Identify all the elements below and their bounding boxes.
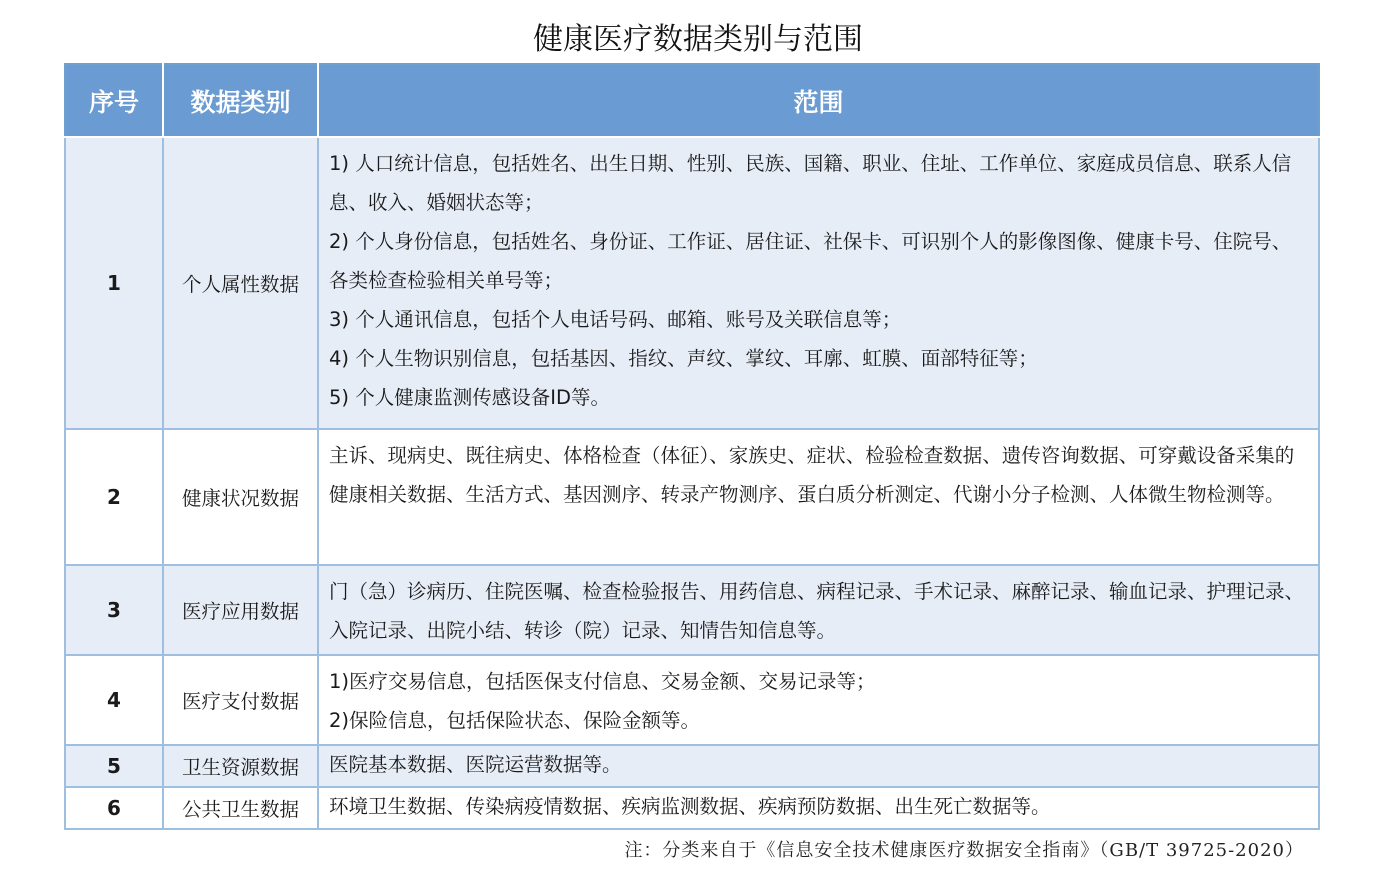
scope-line: 环境卫生数据、传染病疫情数据、疾病监测数据、疾病预防数据、出生死亡数据等。 <box>329 795 1051 818</box>
row-scope <box>318 745 1319 787</box>
scope-line: 1) 人口统计信息，包括姓名、出生日期、性别、民族、国籍、职业、住址、工作单位、家庭成员信息、联系人信息、收入、婚姻状态等； <box>329 152 1292 214</box>
row-scope <box>318 655 1319 745</box>
row-scope <box>318 429 1319 565</box>
row-number: 3 <box>65 565 163 655</box>
scope-line: 1)医疗交易信息，包括医保支付信息、交易金额、交易记录等； <box>329 670 876 693</box>
table-row <box>65 745 1319 787</box>
row-category: 医疗应用数据 <box>163 565 318 655</box>
row-number: 6 <box>65 787 163 829</box>
table-row <box>65 137 1319 429</box>
scope-line: 门（急）诊病历、住院医嘱、检查检验报告、用药信息、病程记录、手术记录、麻醉记录、输血记录、护理记录、入院记录、出院小结、转诊（院）记录、知情告知信息等。 <box>329 580 1305 642</box>
header-category: 数据类别 <box>163 64 318 137</box>
table-row <box>65 655 1319 745</box>
scope-line: 3) 个人通讯信息，包括个人电话号码、邮箱、账号及关联信息等； <box>329 308 902 331</box>
data-category-table <box>64 63 1320 830</box>
row-scope <box>318 565 1319 655</box>
row-category: 公共卫生数据 <box>163 787 318 829</box>
header-no: 序号 <box>65 64 163 137</box>
table-row <box>65 787 1319 829</box>
table-header-row <box>65 64 1319 137</box>
scope-line: 医院基本数据、医院运营数据等。 <box>329 753 622 776</box>
scope-line: 2) 个人身份信息，包括姓名、身份证、工作证、居住证、社保卡、可识别个人的影像图像、健康卡号、住院号、各类检查检验相关单号等； <box>329 230 1292 292</box>
header-scope: 范围 <box>318 64 1319 137</box>
row-category: 健康状况数据 <box>163 429 318 565</box>
row-number: 1 <box>65 137 163 429</box>
row-number: 2 <box>65 429 163 565</box>
row-number: 5 <box>65 745 163 787</box>
row-scope <box>318 787 1319 829</box>
row-category: 卫生资源数据 <box>163 745 318 787</box>
scope-line: 主诉、现病史、既往病史、体格检查（体征）、家族史、症状、检验检查数据、遗传咨询数据、可穿戴设备采集的健康相关数据、生活方式、基因测序、转录产物测序、蛋白质分析测定、代谢小分子检测、人体微生物检测等。 <box>329 444 1295 506</box>
row-scope <box>318 137 1319 429</box>
row-category: 医疗支付数据 <box>163 655 318 745</box>
row-number: 4 <box>65 655 163 745</box>
source-note: 注：分类来自于《信息安全技术健康医疗数据安全指南》（GB/T 39725-2020） <box>624 840 1304 861</box>
scope-line: 4) 个人生物识别信息，包括基因、指纹、声纹、掌纹、耳廓、虹膜、面部特征等； <box>329 347 1038 370</box>
page-title: 健康医疗数据类别与范围 <box>533 22 863 57</box>
table-row <box>65 565 1319 655</box>
scope-line: 2)保险信息，包括保险状态、保险金额等。 <box>329 709 701 732</box>
row-category: 个人属性数据 <box>163 137 318 429</box>
scope-line: 5) 个人健康监测传感设备ID等。 <box>329 386 610 409</box>
table-row <box>65 429 1319 565</box>
